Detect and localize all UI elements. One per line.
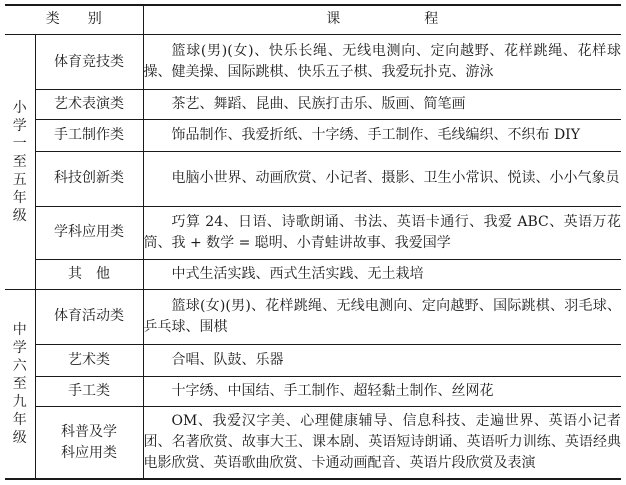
curriculum-table: [5, 4, 621, 480]
course-cell: 合唱、队鼓、乐器: [143, 344, 621, 376]
category-header: 类 别: [5, 5, 143, 34]
table-row: [5, 376, 621, 407]
table-row: [5, 206, 621, 260]
category-cell: 艺术类: [35, 344, 143, 376]
table-row: [5, 152, 621, 207]
course-cell: 电脑小世界、动画欣赏、小记者、摄影、卫生小常识、悦读、小小气象员: [143, 152, 621, 207]
category-cell: 手工制作类: [35, 120, 143, 152]
course-cell: 饰品制作、我爱折纸、十字绣、手工制作、毛线编织、不织布 DIY: [143, 120, 621, 152]
table-header-row: [5, 5, 621, 34]
category-cell: 其 他: [35, 260, 143, 290]
table-row: [5, 407, 621, 479]
course-cell: OM、我爱汉字美、心理健康辅导、信息科技、走遍世界、英语小记者团、名著欣赏、故事大王、课本剧、英语短诗朗诵、英语听力训练、英语经典电影欣赏、英语歌曲欣赏、卡通动画配音、英语片段欣赏及表演: [143, 407, 621, 479]
category-cell: 科普及学 科应用类: [35, 407, 143, 479]
category-cell: 学科应用类: [35, 206, 143, 260]
course-cell: 十字绣、中国结、手工制作、超轻黏土制作、丝网花: [143, 376, 621, 407]
category-cell: 艺术表演类: [35, 90, 143, 120]
category-cell: 科技创新类: [35, 152, 143, 207]
category-cell: 体育活动类: [35, 290, 143, 345]
category-cell: 体育竞技类: [35, 34, 143, 90]
course-header: 课 程: [143, 5, 621, 34]
table-row: [5, 90, 621, 120]
course-cell: 茶艺、舞蹈、昆曲、民族打击乐、版画、简笔画: [143, 90, 621, 120]
table-row: [5, 290, 621, 345]
table-row: [5, 344, 621, 376]
course-cell: 篮球(女)(男)、花样跳绳、无线电测向、定向越野、国际跳棋、羽毛球、乒乓球、围棋: [143, 290, 621, 345]
table-row: [5, 34, 621, 90]
course-cell: 中式生活实践、西式生活实践、无土栽培: [143, 260, 621, 290]
course-cell: 篮球(男)(女)、快乐长绳、无线电测向、定向越野、花样跳绳、花样球操、健美操、国际跳棋、快乐五子棋、我爱玩扑克、游泳: [143, 34, 621, 90]
table-row: [5, 120, 621, 152]
grade-label-secondary: 中学六至九年级: [5, 290, 35, 479]
grade-label-primary: 小学一至五年级: [5, 34, 35, 289]
table-row: [5, 260, 621, 290]
category-cell: 手工类: [35, 376, 143, 407]
course-cell: 巧算 24、日语、诗歌朗诵、书法、英语卡通行、我爱 ABC、英语万花筒、我 + 数学 = 聪明、小青蛙讲故事、我爱国学: [143, 206, 621, 260]
